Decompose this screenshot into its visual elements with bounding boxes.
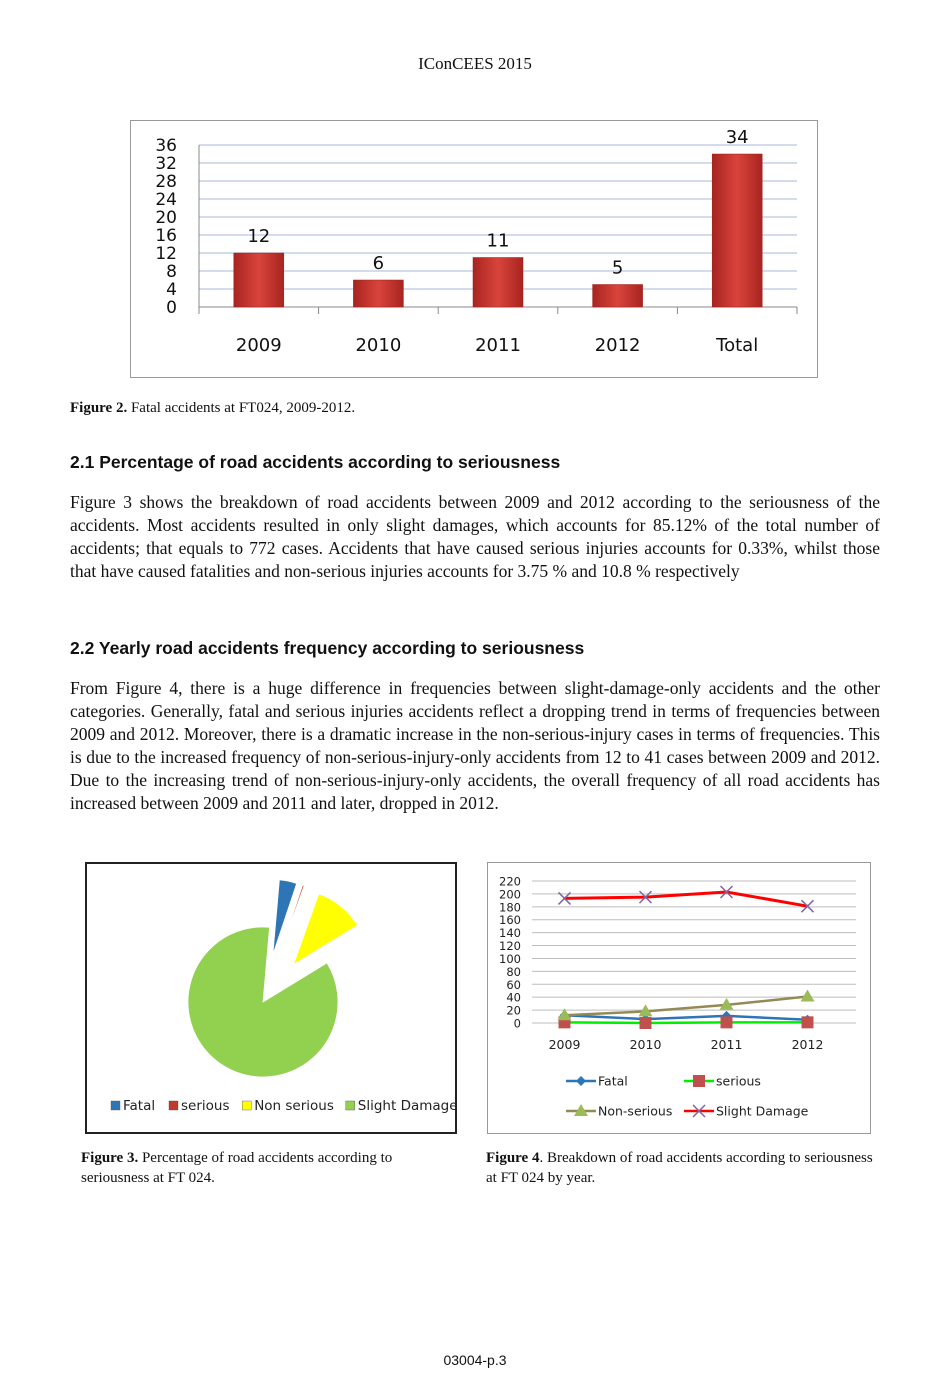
series-slight-damage xyxy=(559,886,814,912)
y-tick-label: 160 xyxy=(499,913,521,928)
section-2-1-heading: 2.1 Percentage of road accidents according to seriousness xyxy=(70,452,561,472)
marker-square xyxy=(802,1016,814,1028)
legend-swatch xyxy=(242,1101,251,1110)
y-tick-label: 0 xyxy=(166,298,177,318)
section-2-1-paragraph: Figure 3 shows the breakdown of road accidents between 2009 and 2012 according to the seriousness of the accidents. Most accidents resulted in only slight damages, which accounts for 85.12% of the total number of accidents; that equals to 772 cases. Accidents that have caused serious injuries accounts for 0.33%, whilst those that have caused fatalities and non-serious injuries accounts for 3.75 % and 10.8 % respectively xyxy=(70,492,880,581)
bar xyxy=(473,258,523,308)
y-tick-label: 28 xyxy=(155,172,177,192)
marker-triangle xyxy=(801,990,815,1002)
y-tick-label: 60 xyxy=(506,977,521,992)
x-tick-label: 2010 xyxy=(355,335,402,356)
figure-3-caption xyxy=(81,1148,461,1188)
legend-item xyxy=(566,1104,672,1119)
bar xyxy=(593,285,643,308)
y-tick-label: 16 xyxy=(155,226,177,246)
bar xyxy=(353,280,403,307)
x-tick-label: 2012 xyxy=(594,335,641,356)
legend-label: Non-serious xyxy=(598,1103,673,1119)
y-tick-label: 80 xyxy=(506,964,521,979)
legend-label: Fatal xyxy=(598,1073,628,1089)
x-tick-label: 2011 xyxy=(710,1037,743,1052)
y-tick-label: 24 xyxy=(155,190,177,210)
y-tick-label: 20 xyxy=(506,1003,521,1018)
y-tick-label: 120 xyxy=(499,939,521,954)
marker-square xyxy=(693,1075,705,1087)
y-tick-label: 8 xyxy=(166,262,177,282)
y-tick-label: 140 xyxy=(499,926,521,941)
x-tick-label: 2011 xyxy=(475,335,521,356)
running-header: IConCEES 2015 xyxy=(418,54,532,73)
series-line xyxy=(565,1015,808,1020)
data-label: 11 xyxy=(486,230,510,252)
series-line xyxy=(565,997,808,1016)
y-tick-label: 12 xyxy=(155,244,177,264)
section-2-2-heading: 2.2 Yearly road accidents frequency according to seriousness xyxy=(70,638,585,658)
legend-label: serious xyxy=(181,1098,230,1114)
x-tick-label: 2010 xyxy=(629,1037,662,1052)
figure-3-svg xyxy=(87,864,455,1132)
figure-4-caption-text: . Breakdown of road accidents according to seriousness at FT 024 by year. xyxy=(486,1150,873,1186)
legend-item xyxy=(684,1074,761,1089)
x-tick-label: Total xyxy=(716,335,759,356)
legend-swatch xyxy=(111,1101,120,1110)
y-tick-label: 36 xyxy=(155,136,177,156)
legend-swatch xyxy=(346,1101,355,1110)
legend-item xyxy=(566,1074,628,1089)
figure-4-caption-label: Figure 4 xyxy=(486,1150,540,1166)
pie-slice xyxy=(294,894,358,965)
figure-4-svg xyxy=(488,863,870,1133)
figure-3-chart xyxy=(85,862,457,1134)
figure-2-caption-label: Figure 2. xyxy=(70,400,128,416)
figure-2-caption xyxy=(70,398,355,418)
page-number: 03004-p.3 xyxy=(443,1352,507,1368)
y-tick-label: 0 xyxy=(513,1016,521,1031)
bar xyxy=(234,253,284,307)
figure-2-svg xyxy=(131,121,817,377)
marker-square xyxy=(640,1017,652,1029)
bar xyxy=(712,154,762,307)
figure-2-chart xyxy=(130,120,818,378)
data-label: 5 xyxy=(611,257,624,279)
y-tick-label: 100 xyxy=(499,951,521,966)
x-tick-label: 2009 xyxy=(235,335,282,356)
marker-diamond xyxy=(576,1076,586,1086)
figure-2-caption-text: Fatal accidents at FT024, 2009-2012. xyxy=(127,400,356,416)
x-tick-label: 2012 xyxy=(791,1037,824,1052)
legend-swatch xyxy=(169,1101,178,1110)
legend-label: serious xyxy=(716,1073,761,1089)
legend-label: Slight Damage xyxy=(716,1103,809,1119)
legend-label: Slight Damage xyxy=(357,1098,455,1114)
data-label: 12 xyxy=(247,226,271,247)
y-tick-label: 200 xyxy=(499,887,521,902)
legend-label: Non serious xyxy=(254,1098,334,1114)
series-line xyxy=(565,1022,808,1023)
y-tick-label: 40 xyxy=(506,990,521,1005)
figure-3-caption-text: Percentage of road accidents according to seriousness at FT 024. xyxy=(81,1150,393,1186)
y-tick-label: 4 xyxy=(166,280,177,300)
section-2-2-paragraph: From Figure 4, there is a huge difference in frequencies between slight-damage-only accidents and the other categories. Generally, fatal and serious injuries accidents reflect a dropping trend in terms of frequencies between 2009 and 2012. Moreover, there is a dramatic increase in the non-serious-injury cases in terms of frequencies. This is due to the increased frequency of non-serious-injury-only accidents from 12 to 41 cases between 2009 and 2012. Due to the increasing trend of non-serious-injury-only accidents, the overall frequency of all road accidents has increased between 2009 and 2011 and later, dropped in 2012. xyxy=(70,678,880,813)
data-label: 6 xyxy=(372,253,385,274)
figure-4-caption xyxy=(486,1148,876,1188)
data-label: 34 xyxy=(725,127,749,148)
legend-label: Fatal xyxy=(123,1098,156,1114)
figure-3-caption-label: Figure 3. xyxy=(81,1150,139,1166)
legend-item xyxy=(684,1104,809,1119)
x-tick-label: 2009 xyxy=(548,1037,581,1052)
y-tick-label: 180 xyxy=(499,900,521,915)
y-tick-label: 32 xyxy=(155,154,177,174)
y-tick-label: 20 xyxy=(155,208,177,228)
marker-square xyxy=(721,1016,733,1028)
y-tick-label: 220 xyxy=(499,874,521,889)
figure-4-chart xyxy=(487,862,871,1134)
